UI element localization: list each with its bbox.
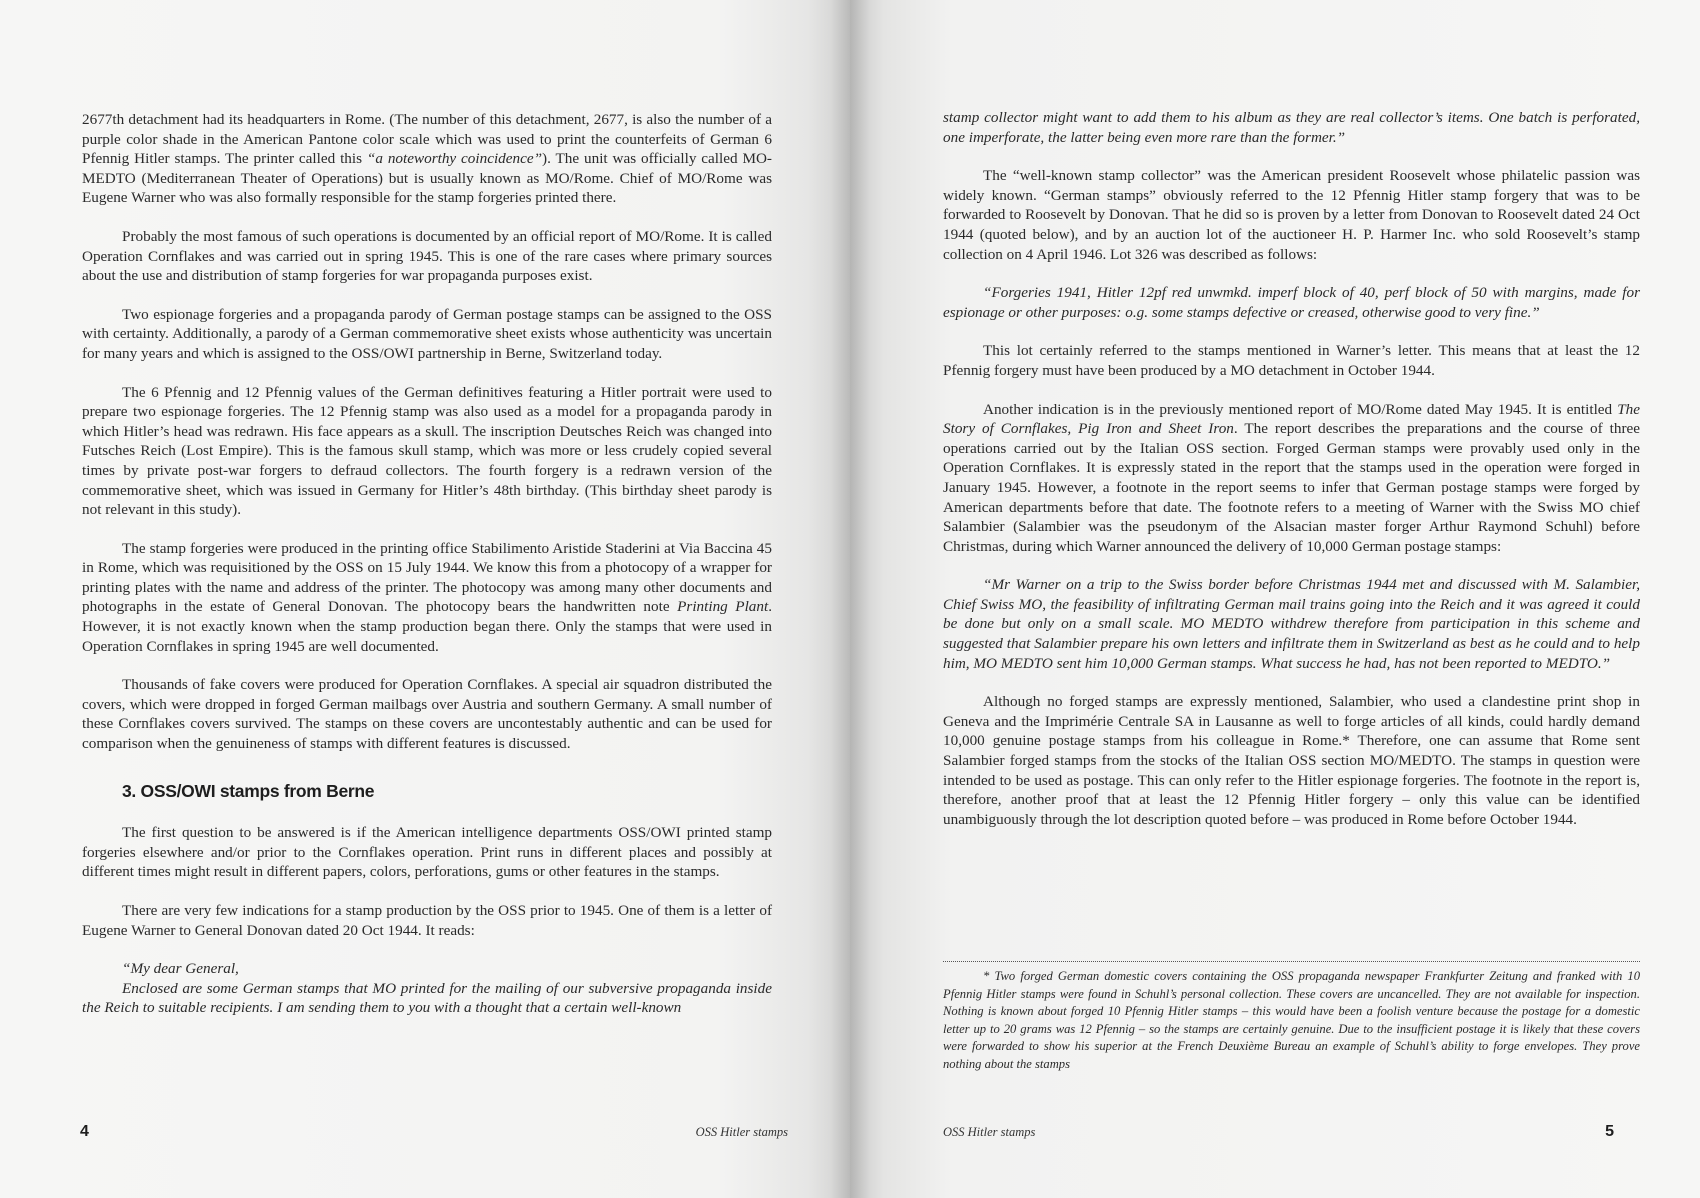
paragraph <box>943 400 1640 557</box>
running-head: OSS Hitler stamps <box>943 1125 1036 1139</box>
right-page <box>850 0 1700 1198</box>
paragraph <box>82 110 772 208</box>
page-number: 4 <box>80 1123 89 1140</box>
italic-text: Printing Plant <box>677 598 769 616</box>
paragraph-text: ). The unit was officially called MO-MEDTO (Mediterranean Theater of Operations) but is usually known as MO/Rome. Chief of MO/Rome was Eugene Warner who was also formally responsible for the stamp forgeries printed there. <box>82 150 772 207</box>
paragraph: Thousands of fake covers were produced for Operation Cornflakes. A special air squadron distributed the covers, which were dropped in forged German mailbags over Austria and southern Germany. A small number of these Cornflakes covers survived. The stamps on these covers are uncontestably authentic and can be used for comparison when the genuineness of stamps with different features is discussed. <box>82 676 772 753</box>
paragraph-text: . The report describes the preparations and the course of three operations carried out by the Italian OSS section. Forged German stamps were provably used only in the Operation Cornflakes. It is expressly stated in the report that the stamps used in the operation were forged in January 1945. However, a footnote in the report seems to infer that German postage stamps were forged by American departments before that date. The footnote refers to a meeting of Warner with the Swiss MO chief Salambier (Salambier was the pseudonym of the Alsacian master forger Arthur Raymond Schuhl) before Christmas, during which Warner announced the delivery of 10,000 German postage stamps: <box>943 420 1640 555</box>
report-title: The Story of Cornflakes, Pig Iron and Sheet Iron <box>943 400 1640 438</box>
footnote: * Two forged German domestic covers containing the OSS propaganda newspaper Frankfurter Zeitung and franked with 10 Pfennig Hitler stamps were found in Schuhl’s personal collection. These covers are uncancelled. They are not available for inspection. Nothing is known about forged 10 Pfennig Hitler stamps – this would have been a foolish venture because the postage for a domestic letter up to 20 grams was 12 Pfennig – so the stamps are certainly genuine. Due to the insufficient postage it is likely that these covers were forwarded to show his superior at the French Deuxième Bureau an example of Schuhl’s ability to forge envelopes. They prove nothing about the stamps <box>943 969 1640 1071</box>
paragraph: Although no forged stamps are expressly mentioned, Salambier, who used a clandestine print shop in Geneva and the Imprimérie Centrale SA in Lausanne as well to forge articles of all kinds, could hardly demand 10,000 genuine postage stamps from his colleague in Rome.* Therefore, one can assume that Rome sent Salambier forged stamps from the stocks of the Italian OSS section MO/MEDTO. The stamps in question were intended to be used as postage. This can only refer to the Hitler espionage forgeries. The footnote in the report is, therefore, another proof that at least the 12 Pfennig Hitler forgery – only this value can be identified unambiguously through the lot description quoted before – was produced in Rome before October 1944. <box>943 693 1640 828</box>
italic-quote: “a noteworthy coincidence” <box>366 150 543 168</box>
paragraph: Probably the most famous of such operations is documented by an official report of MO/Rome. It is called Operation Cornflakes and was carried out in spring 1945. This is one of the rare cases where primary sources about the use and distribution of stamp forgeries for war propaganda purposes exist. <box>82 227 772 285</box>
letter-body: Enclosed are some German stamps that MO printed for the mailing of our subversive propaganda inside the Reich to suitable recipients. I am sending them to you with a thought that a certain well-known <box>82 979 772 1017</box>
paragraph <box>82 539 772 657</box>
running-head: OSS Hitler stamps <box>695 1125 788 1139</box>
paragraph: The “well-known stamp collector” was the American president Roosevelt whose philatelic passion was widely known. “German stamps” obviously referred to the 12 Pfennig Hitler stamp forgery that was to be forwarded to Roosevelt by Donovan. That he did so is proven by a letter from Donovan to Roosevelt dated 24 Oct 1944 (quoted below), and by an auction lot of the auctioneer H. P. Harmer Inc. who sold Roosevelt’s stamp collection on 4 April 1946. Lot 326 was described as follows: <box>943 167 1640 263</box>
paragraph-text: 2677th detachment had its headquarters in Rome. (The number of this detachment, 2677, is also the number of a purple color shade in the American Pantone color scale which was used to print the counterfeits of German 6 Pfennig Hitler stamps. The printer called this <box>82 111 772 168</box>
paragraph: The first question to be answered is if the American intelligence departments OSS/OWI printed stamp forgeries elsewhere and/or prior to the Cornflakes operation. Print runs in different places and possibly at different times might result in different papers, colors, perforations, gums or other features in the stamps. <box>82 824 772 881</box>
salambier-quote: “Mr Warner on a trip to the Swiss border before Christmas 1944 met and discussed with M. Salambier, Chief Swiss MO, the feasibility of infiltrating German mail trains going into the Reich and it was agreed it could be done but only on a small scale. MO MEDTO withdrew therefore from participation in this scheme and suggested that Salambier prepare his own letters and infiltrate them in Switzerland as best as he could and to help him, MO MEDTO sent him 10,000 German stamps. What success he had, has not been reported to MEDTO.” <box>943 576 1640 672</box>
section-heading: 3. OSS/OWI stamps from Berne <box>122 780 375 801</box>
lot-quote: “Forgeries 1941, Hitler 12pf red unwmkd. imperf block of 40, perf block of 50 with margins, made for espionage or other purposes: o.g. some stamps defective or creased, otherwise good to very fine.” <box>943 284 1640 321</box>
letter-continuation: stamp collector might want to add them to his album as they are real collector’s items. One batch is perforated, one imperforate, the latter being even more rare than the former.” <box>943 109 1640 146</box>
letter-salutation: “My dear General, <box>122 960 239 978</box>
footnote-rule <box>943 961 1640 962</box>
page-number: 5 <box>1605 1123 1614 1140</box>
paragraph-text: The stamp forgeries were produced in the printing office Stabilimento Aristide Staderini at Via Baccina 45 in Rome, which was requisitioned by the OSS on 15 July 1944. We know this from a photocopy of a wrapper for printing plates with the name and address of the printer. The photocopy was among many other documents and photographs in the estate of General Donovan. The photocopy bears the handwritten note <box>82 539 772 616</box>
left-text-column <box>82 110 772 1037</box>
paragraph: The 6 Pfennig and 12 Pfennig values of the German definitives featuring a Hitler portrait were used to prepare two espionage forgeries. The 12 Pfennig stamp was also used as a model for a propaganda parody in which Hitler’s head was redrawn. His face appears as a skull. The inscription Deutsches Reich was changed into Futsches Reich (Lost Empire). This is the famous skull stamp, which was more or less crudely copied several times by private post-war forgers to defraud collectors. The fourth forgery is a redrawn version of the commemorative sheet, which was issued in Germany for Hitler’s 48th birthday. (This birthday sheet parody is not relevant in this study). <box>82 383 772 519</box>
right-text-column <box>943 108 1640 848</box>
paragraph-text: Another indication is in the previously mentioned report of MO/Rome dated May 1945. It is entitled <box>983 400 1618 418</box>
paragraph: There are very few indications for a stamp production by the OSS prior to 1945. One of them is a letter of Eugene Warner to General Donovan dated 20 Oct 1944. It reads: <box>82 902 772 939</box>
paragraph: This lot certainly referred to the stamps mentioned in Warner’s letter. This means that at least the 12 Pfennig forgery must have been produced by a MO detachment in October 1944. <box>943 342 1640 379</box>
paragraph: Two espionage forgeries and a propaganda parody of German postage stamps can be assigned to the OSS with certainty. Additionally, a parody of a German commemorative sheet exists whose authenticity was uncertain for many years and which is assigned to the OSS/OWI partnership in Berne, Switzerland today. <box>82 305 772 362</box>
letter-quote <box>82 959 772 1018</box>
paragraph-text: . However, it is not exactly known when the stamp production began there. Only the stamps that were used in Operation Cornflakes in spring 1945 are well documented. <box>82 598 773 655</box>
